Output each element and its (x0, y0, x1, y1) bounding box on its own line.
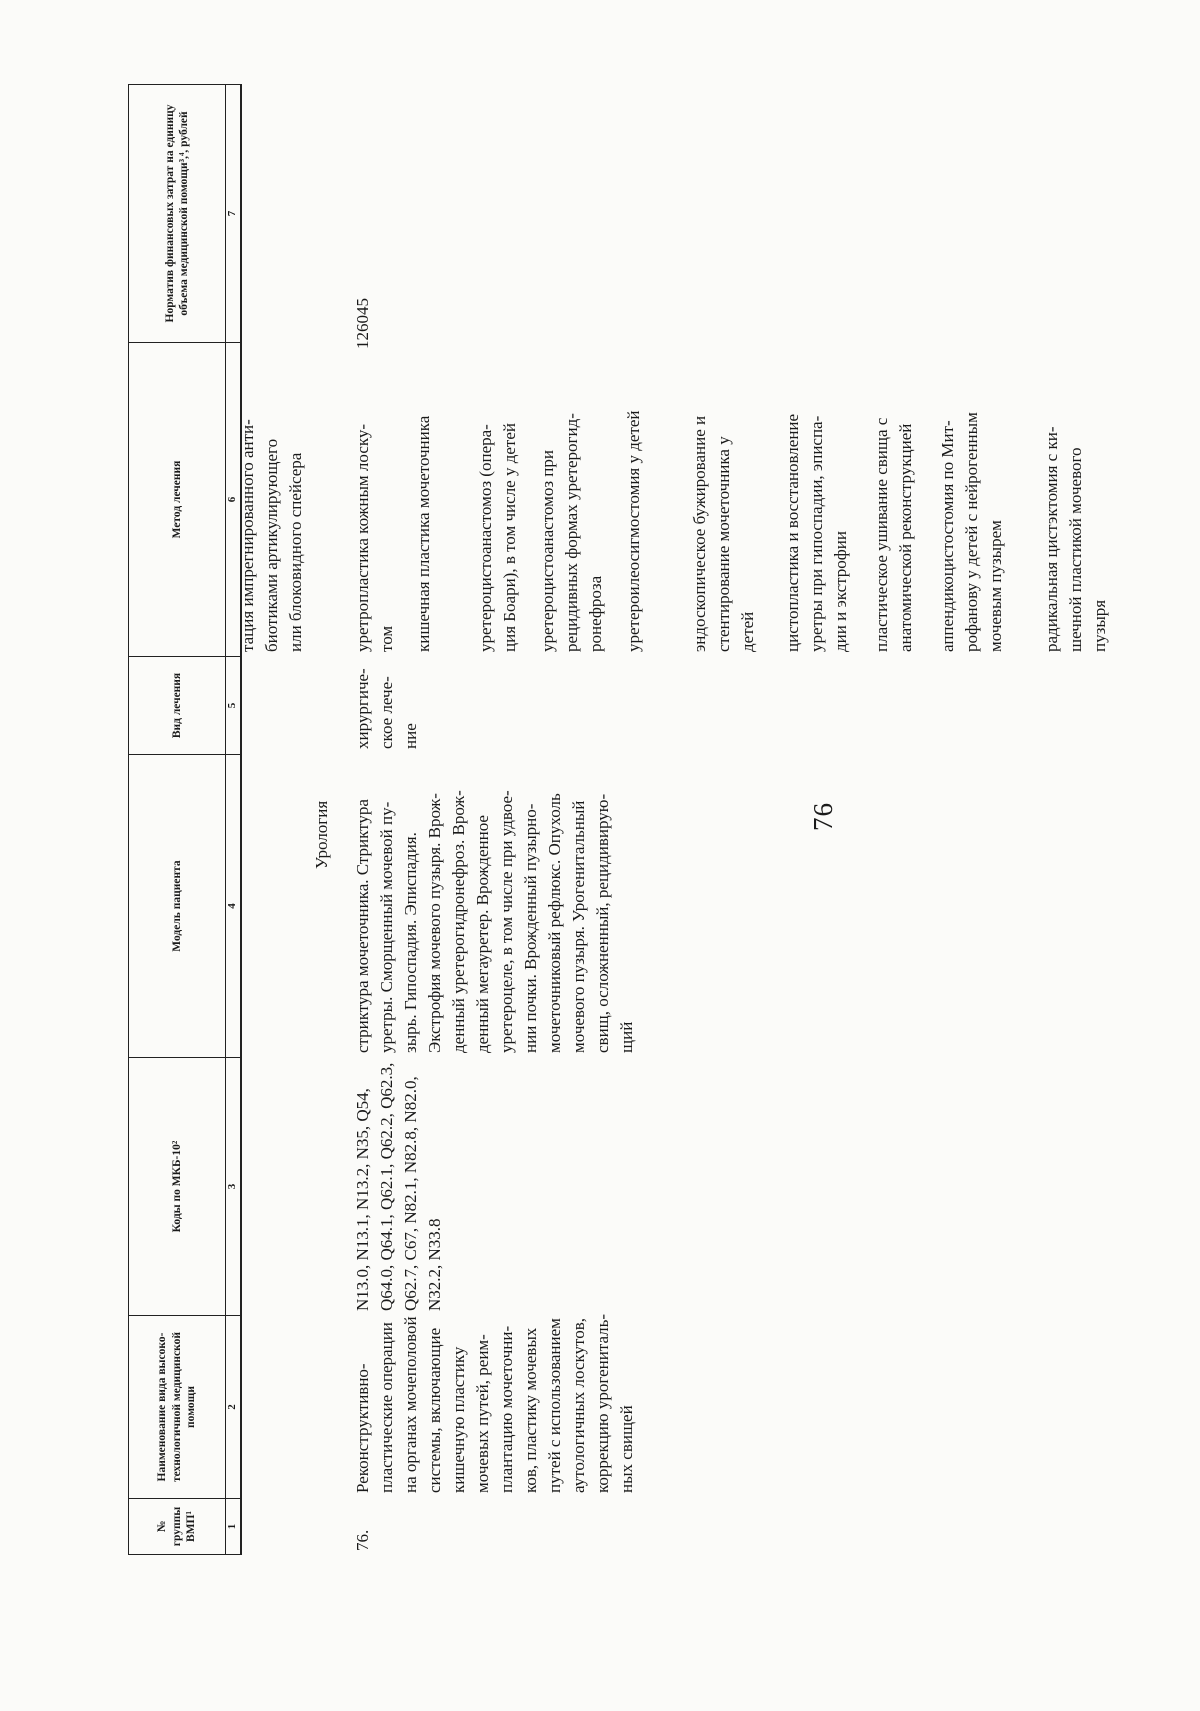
column-number-6: 6 (226, 343, 242, 657)
column-number-4: 4 (226, 755, 242, 1058)
header-cost-norm: Норматив финансовых затрат на единицу объема медицинской помощи³,⁴, рублей (129, 85, 226, 343)
method-item: уретероилеосигмостомия у детей (624, 410, 643, 652)
carryover-method: тация импрегнированного анти- биотиками артикулирующего или блоковидного спейсера (238, 419, 305, 652)
header-treatment-method: Метод лечения (129, 343, 226, 657)
method-item: пластическое ушивание свища с анатомической реконструкцией (872, 417, 915, 652)
method-item: уретероцистоанастомоз при рецидивных формах уретерогид- ронефроза (538, 413, 605, 652)
row-icd-codes: N13.0, N13.1, N13.2, N35, Q54, Q64.0, Q64.1, Q62.1, Q62.2, Q62.3, Q62.7, C67, N82.1, N82.8, N82.0, N32.2, N33.8 (353, 1062, 444, 1311)
method-item: кишечная пластика мочеточника (414, 415, 433, 652)
header-vmp-name: Наименование вида высоко-технологичной медицинской помощи (129, 1316, 226, 1499)
section-title: Урология (312, 800, 331, 869)
method-item: уретропластика кожным лоску- том (353, 423, 396, 652)
header-patient-model: Модель пациента (129, 755, 226, 1058)
column-number-5: 5 (226, 657, 242, 755)
row-patient-model: стриктура мочеточника. Стриктура уретры. Сморщенный мочевой пу- зырь. Гипоспадия. Эписпадия. Экстрофия мочевого пузыря. Врож- денный уретерогидронефроз. Врож- денный мегауретер. Врожденное уретероцеле, в том числе при удвое- нии почки. Врожденный пузырно- мочеточниковый рефлюкс. Опухоль мочевого пузыря. Урогенитальный свищ, осложненный, рецидивирую- щий (353, 790, 636, 1053)
row-treatment-type: хирургиче- ское лече- ние (353, 668, 420, 749)
vmp-table-header (128, 84, 242, 1555)
column-number-1: 1 (226, 1499, 242, 1555)
header-icd-codes: Коды по МКБ-10² (129, 1058, 226, 1316)
method-item: уретероцистоанастомоз (опера- ция Боари), в том числе у детей (476, 423, 519, 652)
method-item: цистопластика и восстановление уретры при гипоспадии, эписпа- дии и экстрофии (783, 413, 850, 652)
column-number-2: 2 (226, 1316, 242, 1499)
header-treatment-type: Вид лечения (129, 657, 226, 755)
method-item: эндоскопическое бужирование и стентирование мочеточника у детей (690, 415, 757, 652)
column-number-3: 3 (226, 1058, 242, 1316)
method-item: радикальная цистэктомия с ки- шечной пластикой мочевого пузыря (1042, 426, 1109, 652)
page-number: 76 (808, 802, 838, 831)
column-number-7: 7 (226, 85, 242, 343)
method-item: аппендикоцистостомия по Мит- рофанову у детей с нейрогенным мочевым пузырем (938, 412, 1005, 652)
row-vmp-name: Реконструктивно- пластические операции на органах мочеполовой системы, включающие кишечную пластику мочевых путей, реим- плантацию мочеточни- ков, пластику мочевых путей с использованием аутологичных лоскутов, коррекцию урогениталь- ных свищей (353, 1313, 636, 1493)
row-cost: 126045 (353, 298, 372, 349)
row-number: 76. (353, 1529, 372, 1551)
header-group-number: № группы ВМП¹ (129, 1499, 226, 1555)
